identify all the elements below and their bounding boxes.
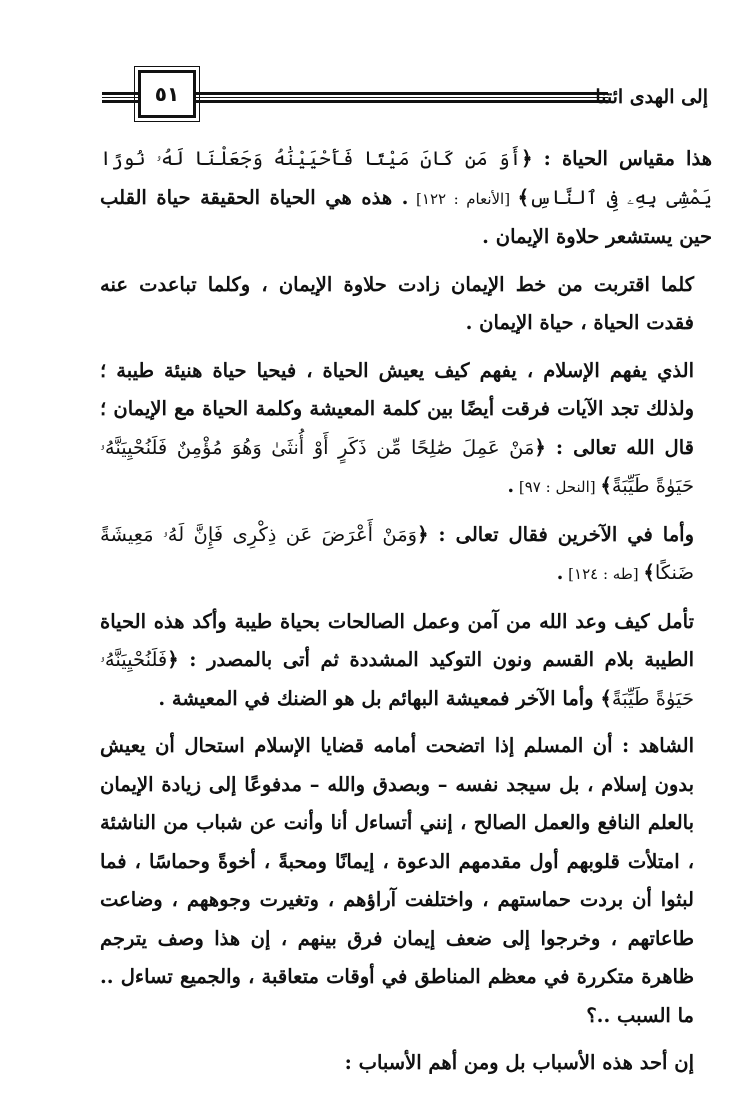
running-title: إلى الهدى ائتنا (595, 86, 708, 108)
quran-verse: فَلَنُحْيِيَنَّهُۥ حَيَوٰةً طَيِّبَةً (100, 648, 694, 710)
ornate-bracket: ﴿ (167, 648, 179, 671)
quran-verse: أَوَ مَن كَانَ مَيْتًا فَأَحْيَيْنَٰهُ وَجَعَلْنَا لَهُۥ نُورًا يَمْشِى بِهِۦ فِى ٱلنَّاسِ (100, 147, 712, 209)
paragraph-text: . (556, 561, 564, 584)
ornate-bracket: ﴾ (600, 474, 612, 497)
paragraph-2 (100, 266, 712, 343)
quran-verse: مَنْ عَمِلَ صَٰلِحًا مِّن ذَكَرٍ أَوْ أُنثَىٰ وَهُوَ مُؤْمِنٌ فَلَنُحْيِيَنَّهُۥ حَيَوٰةً طَيِّبَةً (100, 435, 694, 497)
paragraph-text: . (507, 474, 515, 497)
page-number: ٥١ (138, 70, 196, 118)
ornate-bracket: ﴿ (521, 147, 533, 170)
ornate-bracket: ﴾ (600, 686, 612, 710)
paragraph-text: تأمل كيف وعد الله من آمن وعمل الصالحات بحياة طيبة وأكد هذه الحياة الطيبة بلام القسم ونون التوكيد المشددة ثم أتى بالمصدر : (100, 609, 694, 671)
paragraph-text: . هذه هي الحياة الحقيقة حياة القلب حين يستشعر حلاوة الإيمان . (100, 185, 712, 248)
body-text (100, 140, 712, 1092)
ornate-bracket: ﴿ (534, 435, 546, 459)
paragraph-5 (100, 603, 712, 719)
paragraph-text: وأما في الآخرين فقال تعالى : (428, 522, 694, 546)
paragraph-text: الذي يفهم الإسلام ، يفهم كيف يعيش الحياة ، فيحيا حياة هنيئة طيبة ؛ ولذلك تجد الآيات فرقت أيضًا بين كلمة المعيشة وكلمة الحياة مع الإيمان ؛ قال الله تعالى : (100, 358, 694, 459)
paragraph-text: كلما اقتربت من خط الإيمان زادت حلاوة الإيمان ، وكلما تباعدت عنه فقدت الحياة ، حياة الإيمان . (100, 272, 694, 334)
paragraph-7 (100, 1044, 712, 1083)
paragraph-text: هذا مقياس الحياة : (532, 147, 712, 170)
paragraph-1 (100, 140, 712, 257)
verse-reference: [الأنعام : ١٢٢] (408, 189, 518, 208)
verse-reference: [النحل : ٩٧] (514, 478, 601, 496)
quran-verse: وَمَنْ أَعْرَضَ عَن ذِكْرِى فَإِنَّ لَهُۥ مَعِيشَةً ضَنكًا (100, 522, 694, 584)
paragraph-text: وأما الآخر فمعيشة البهائم بل هو الضنك في المعيشة . (158, 686, 601, 710)
paragraph-text: الشاهد : أن المسلم إذا اتضحت أمامه قضايا الإسلام استحال أن يعيش بدون إسلام ، بل سيجد نفسه – وبصدق والله – مدفوعًا إلى زيادة الإيمان بالعلم النافع والعمل الصالح ، إنني أتساءل أنا وأنت عن شباب من الناشئة ، امتلأت قلوبهم أول مقدمهم الدعوة ، إيمانًا ومحبةً ، أخوةً وحماسًا ، فما لبثوا أن بردت حماستهم ، واختلفت آراؤهم ، وتغيرت وجوههم ، وضاعت طاعاتهم ، وخرجوا إلى ضعف إيمان فرق بينهم ، إن هذا وصف يترجم ظاهرة متكررة في معظم المناطق في أوقات متعاقبة ، والجميع تساءل .. ما السبب ..؟ (100, 734, 694, 1027)
paragraph-text: إن أحد هذه الأسباب بل ومن أهم الأسباب : (344, 1051, 694, 1074)
ornate-bracket: ﴿ (417, 522, 429, 546)
paragraph-3 (100, 352, 712, 507)
paragraph-4 (100, 516, 712, 594)
paragraph-6 (100, 727, 712, 1035)
ornate-bracket: ﴾ (517, 185, 530, 209)
ornate-bracket: ﴾ (643, 561, 655, 584)
verse-reference: [طه : ١٢٤] (563, 565, 644, 583)
page-header (108, 66, 708, 126)
